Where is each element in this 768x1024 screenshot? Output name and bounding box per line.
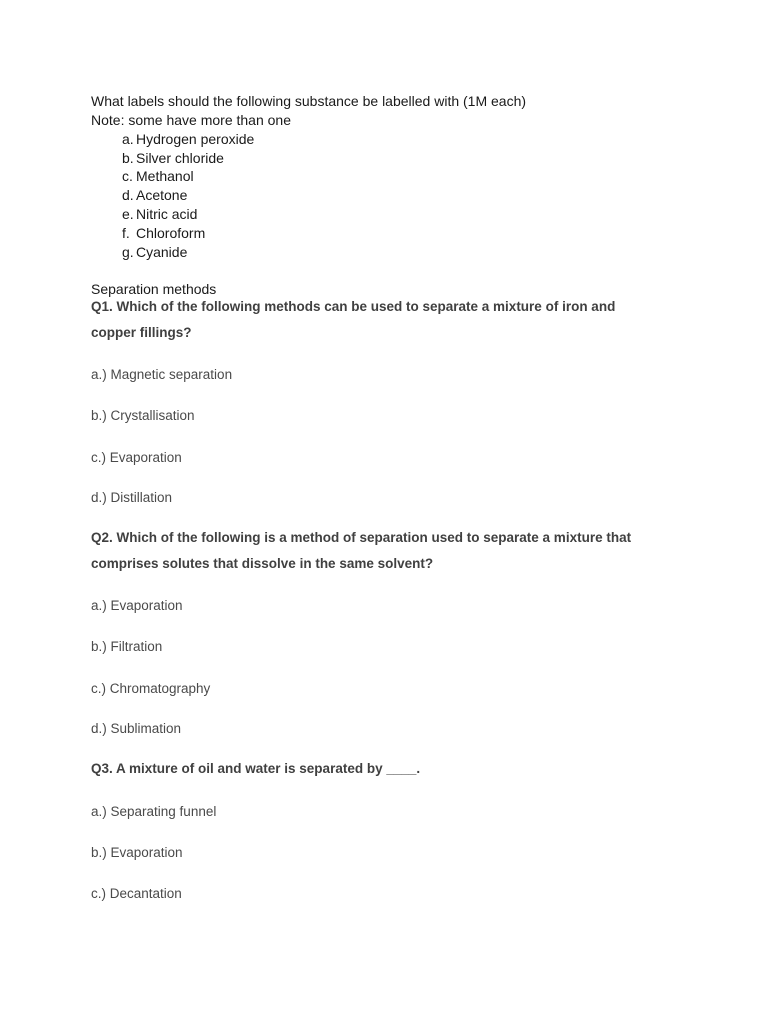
- question-text: Q2. Which of the following is a method of separation used to separate a mixture that comprises solutes that dissolve in the same solvent?: [91, 530, 632, 571]
- answer-option: c.) Chromatography: [91, 681, 211, 696]
- substance-name: Chloroform: [136, 225, 206, 241]
- substance-list-item: [91, 150, 224, 167]
- section-heading: Separation methods: [91, 281, 217, 297]
- question-text: Q3. A mixture of oil and water is separated by ____.: [91, 761, 421, 776]
- note-text: Note: some have more than one: [91, 112, 292, 128]
- answer-option: b.) Crystallisation: [91, 408, 195, 423]
- substance-name: Acetone: [136, 187, 188, 203]
- list-marker: c.: [122, 168, 133, 184]
- list-marker: e.: [122, 206, 134, 222]
- answer-option: d.) Sublimation: [91, 721, 182, 736]
- answer-option: a.) Separating funnel: [91, 804, 217, 819]
- substance-list-item: [91, 168, 194, 185]
- substance-list-item: [91, 131, 254, 148]
- substance-list-item: [91, 244, 187, 261]
- question-text: Q1. Which of the following methods can be used to separate a mixture of iron and copper fillings?: [91, 299, 616, 340]
- substance-name: Cyanide: [136, 244, 188, 260]
- answer-option: a.) Evaporation: [91, 598, 183, 613]
- substance-name: Silver chloride: [136, 150, 224, 166]
- list-marker: f.: [122, 225, 130, 241]
- answer-option: c.) Decantation: [91, 886, 182, 901]
- answer-option: b.) Filtration: [91, 639, 163, 654]
- instruction-text: What labels should the following substance be labelled with (1M each): [91, 93, 527, 109]
- answer-option: b.) Evaporation: [91, 845, 183, 860]
- substance-list-item: [91, 206, 197, 223]
- list-marker: g.: [122, 244, 134, 260]
- substance-name: Nitric acid: [136, 206, 198, 222]
- answer-option: a.) Magnetic separation: [91, 367, 233, 382]
- list-marker: b.: [122, 150, 134, 166]
- answer-option: c.) Evaporation: [91, 450, 182, 465]
- list-marker: d.: [122, 187, 134, 203]
- list-marker: a.: [122, 131, 134, 147]
- substance-name: Methanol: [136, 168, 194, 184]
- answer-option: d.) Distillation: [91, 490, 173, 505]
- substance-list-item: [91, 187, 187, 204]
- substance-list-item: [91, 225, 205, 242]
- substance-name: Hydrogen peroxide: [136, 131, 255, 147]
